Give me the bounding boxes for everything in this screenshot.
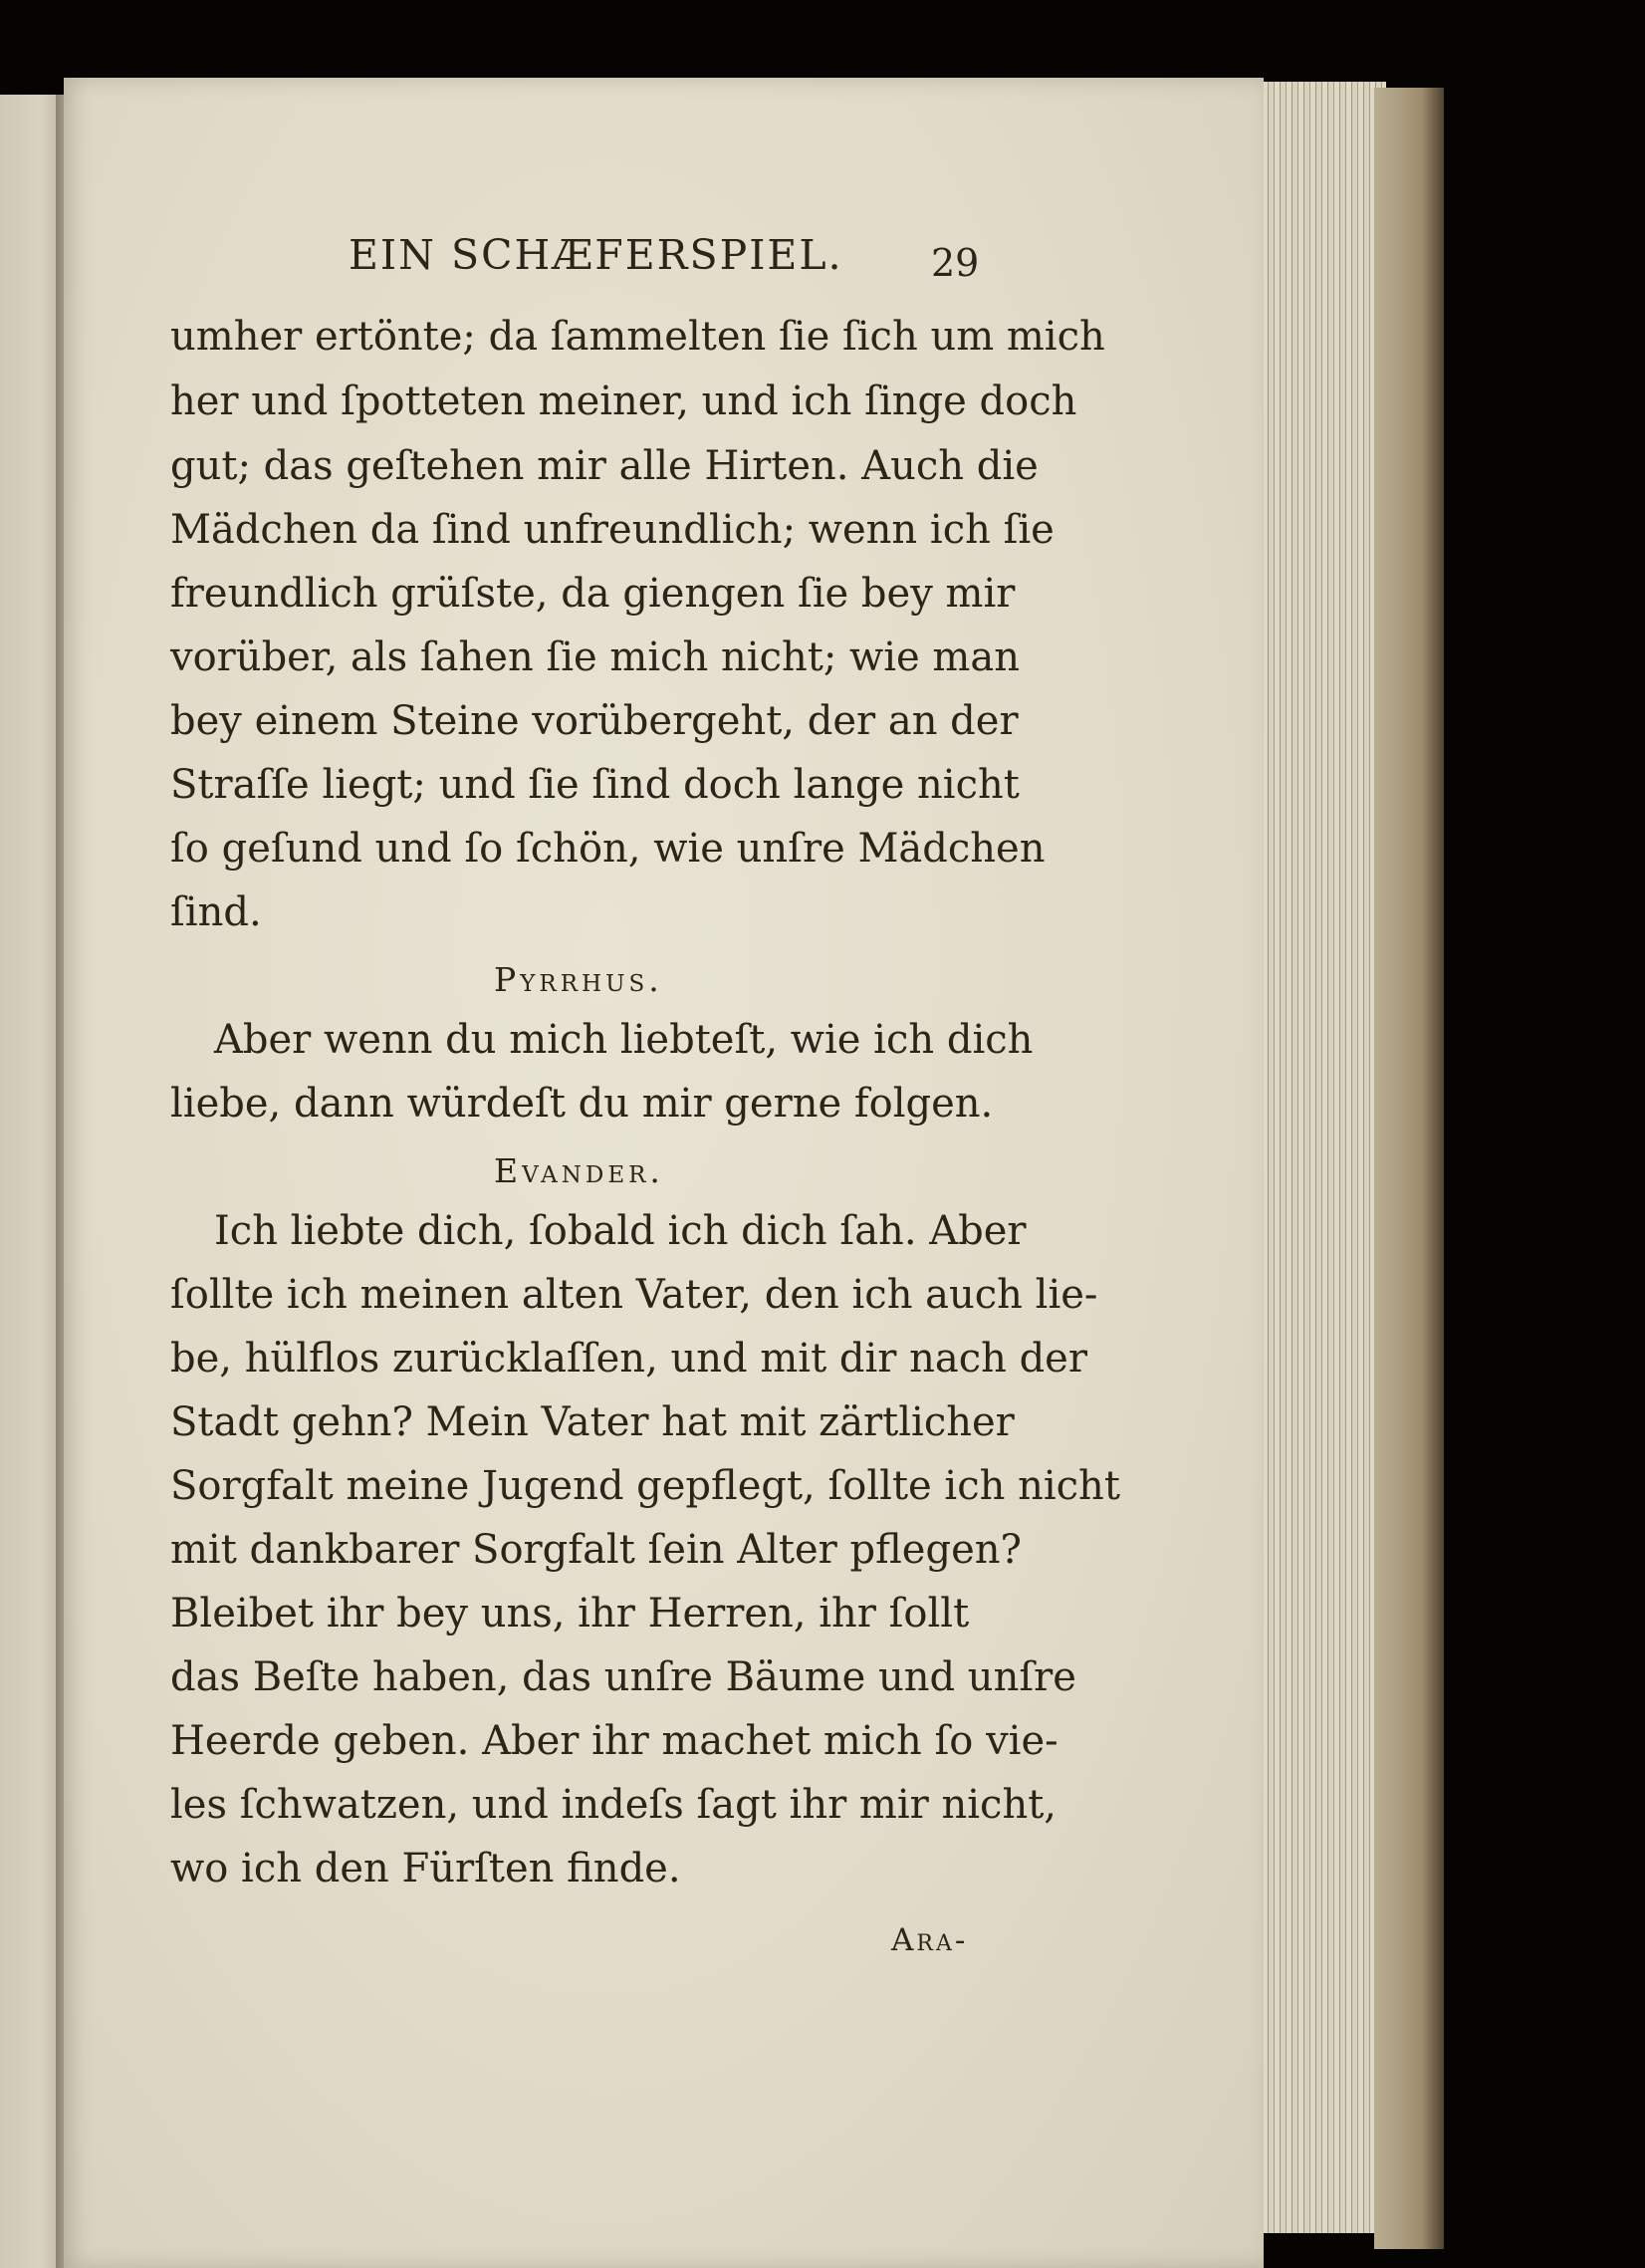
text-line: vorüber, als ſahen ſie mich nicht; wie man [170, 634, 1020, 680]
text-line: Bleibet ihr bey uns, ihr Herren, ihr ſollt [170, 1591, 970, 1637]
catchword: Ara- [891, 1922, 969, 1958]
text-line: ſind. [170, 889, 262, 935]
text-line: Aber wenn du mich liebteſt, wie ich dich [214, 1017, 1034, 1063]
text-line: ſollte ich meinen alten Vater, den ich auch lie- [170, 1272, 1098, 1318]
text-line: Ich liebte dich, ſobald ich dich ſah. Aber [214, 1208, 1027, 1254]
text-line: freundlich grüſste, da giengen ſie bey mir [170, 571, 1016, 617]
text-line: gut; das geſtehen mir alle Hirten. Auch die [170, 443, 1039, 489]
text-line: umher ertönte; da ſammelten ſie ſich um mich [170, 314, 1105, 360]
text-line: das Beſte haben, das unſre Bäume und unſre [170, 1654, 1076, 1700]
text-line: be, hülflos zurücklaſſen, und mit dir nach der [170, 1336, 1087, 1382]
text-line: Stadt gehn? Mein Vater hat mit zärtlicher [170, 1399, 1015, 1445]
text-line: Mädchen da ſind unfreundlich; wenn ich ſie [170, 507, 1055, 553]
speaker-name: Evander. [494, 1151, 664, 1190]
page-block-edges [1257, 82, 1386, 2233]
text-line: wo ich den Fürſten finde. [170, 1846, 681, 1891]
text-line: her und ſpotteten meiner, und ich ſinge doch [170, 378, 1077, 424]
text-line: Straſſe liegt; und ſie ſind doch lange nicht [170, 762, 1020, 808]
text-line: Sorgfalt meine Jugend gepflegt, ſollte ich nicht [170, 1463, 1120, 1509]
running-title: EIN SCHÆFERSPIEL. [349, 231, 843, 279]
text-line: mit dankbarer Sorgfalt ſein Alter pflegen? [170, 1527, 1022, 1573]
book-cover-edge [1374, 88, 1444, 2249]
text-line: liebe, dann würdeſt du mir gerne folgen. [170, 1081, 994, 1127]
speaker-name: Pyrrhus. [494, 960, 663, 999]
text-line: bey einem Steine vorübergeht, der an der [170, 698, 1019, 744]
page-number: 29 [931, 241, 980, 285]
text-line: ſo geſund und ſo ſchön, wie unſre Mädchen [170, 826, 1046, 872]
text-line: les ſchwatzen, und indeſs ſagt ihr mir nicht, [170, 1782, 1057, 1828]
text-line: Heerde geben. Aber ihr machet mich ſo vie- [170, 1718, 1058, 1764]
